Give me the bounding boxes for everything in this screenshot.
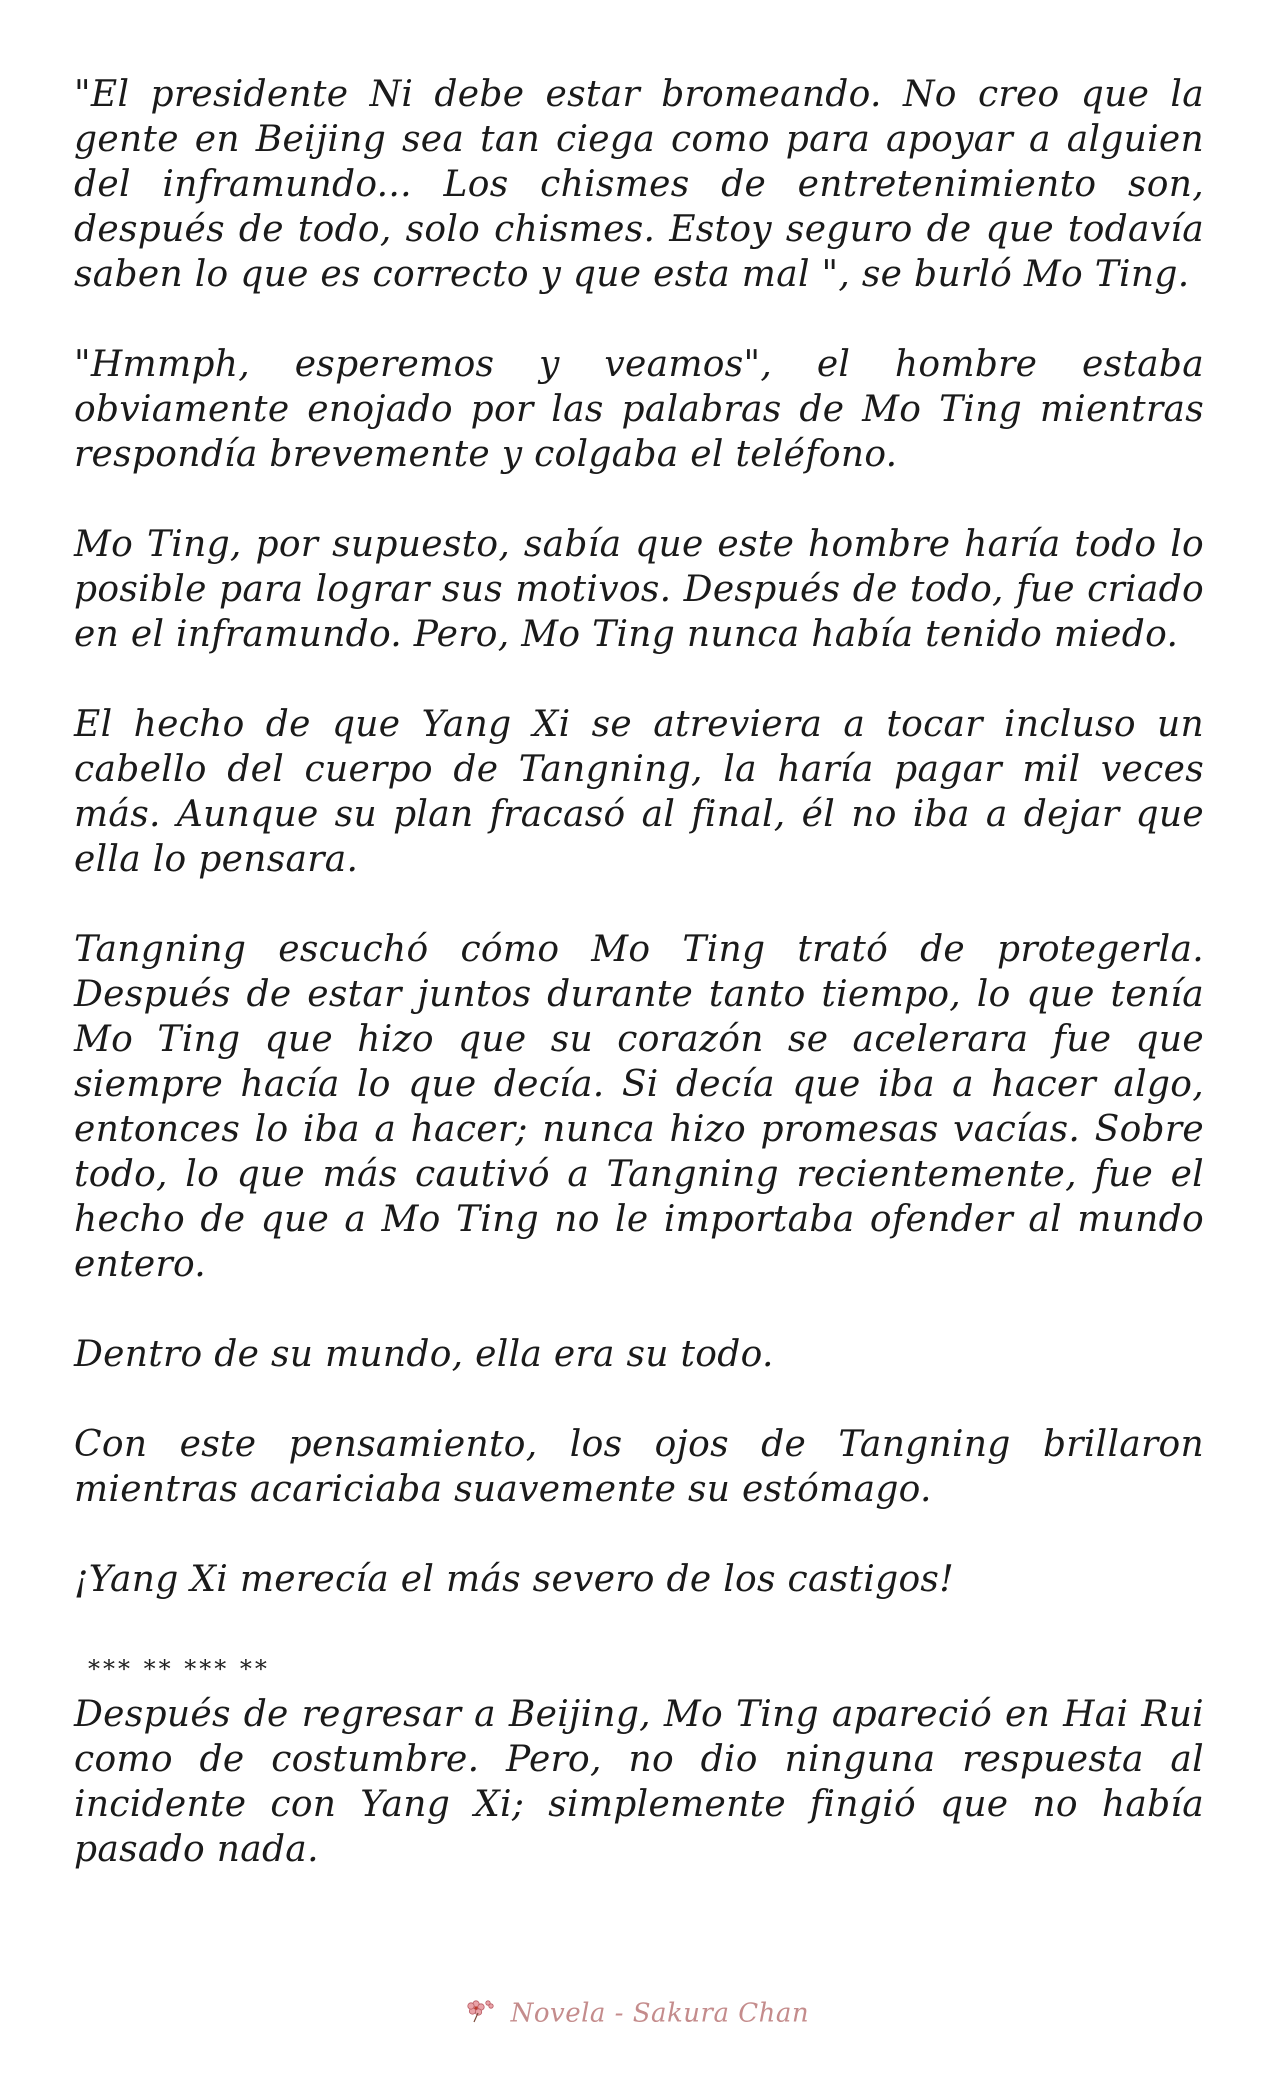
sakura-flower-icon (466, 1998, 496, 2031)
paragraph: Mo Ting, por supuesto, sabía que este hombre haría todo lo posible para lograr sus motivos. Después de todo, fue criado en el inframundo. Pero, Mo Ting nunca había tenido miedo. (74, 524, 1204, 655)
paragraph: El hecho de que Yang Xi se atreviera a tocar incluso un cabello del cuerpo de Tangning, la haría pagar mil veces más. Aunque su plan fracasó al final, él no iba a dejar que ella lo pensara. (74, 704, 1204, 880)
document-body (74, 72, 1204, 1917)
paragraph: "Hmmph, esperemos y veamos", el hombre estaba obviamente enojado por las palabras de Mo Ting mientras respondía brevemente y colgaba el teléfono. (74, 344, 1204, 475)
section-separator: *** ** *** ** (88, 1655, 270, 1683)
paragraph: "El presidente Ni debe estar bromeando. No creo que la gente en Beijing sea tan ciega como para apoyar a alguien del inframundo... Los chismes de entretenimiento son, después de todo, solo chismes. Estoy seguro de que todavía saben lo que es correcto y que esta mal ", se burló Mo Ting. (74, 74, 1204, 295)
watermark-text: Novela - Sakura Chan (510, 1998, 810, 2029)
paragraph: Tangning escuchó cómo Mo Ting trató de protegerla. Después de estar juntos durante tanto tiempo, lo que tenía Mo Ting que hizo que su corazón se acelerara fue que siempre hacía lo que decía. Si decía que iba a hacer algo, entonces lo iba a hacer; nunca hizo promesas vacías. Sobre todo, lo que más cautivó a Tangning recientemente, fue el hecho de que a Mo Ting no le importaba ofender al mundo entero. (74, 929, 1204, 1285)
paragraph: Dentro de su mundo, ella era su todo. (74, 1334, 774, 1375)
paragraph: ¡Yang Xi merecía el más severo de los castigos! (74, 1559, 954, 1600)
paragraph: Con este pensamiento, los ojos de Tangning brillaron mientras acariciaba suavemente su estómago. (74, 1424, 1204, 1510)
watermark (0, 1998, 1275, 2031)
paragraph: Después de regresar a Beijing, Mo Ting apareció en Hai Rui como de costumbre. Pero, no dio ninguna respuesta al incidente con Yang Xi; simplemente fingió que no había pasado nada. (74, 1694, 1204, 1870)
